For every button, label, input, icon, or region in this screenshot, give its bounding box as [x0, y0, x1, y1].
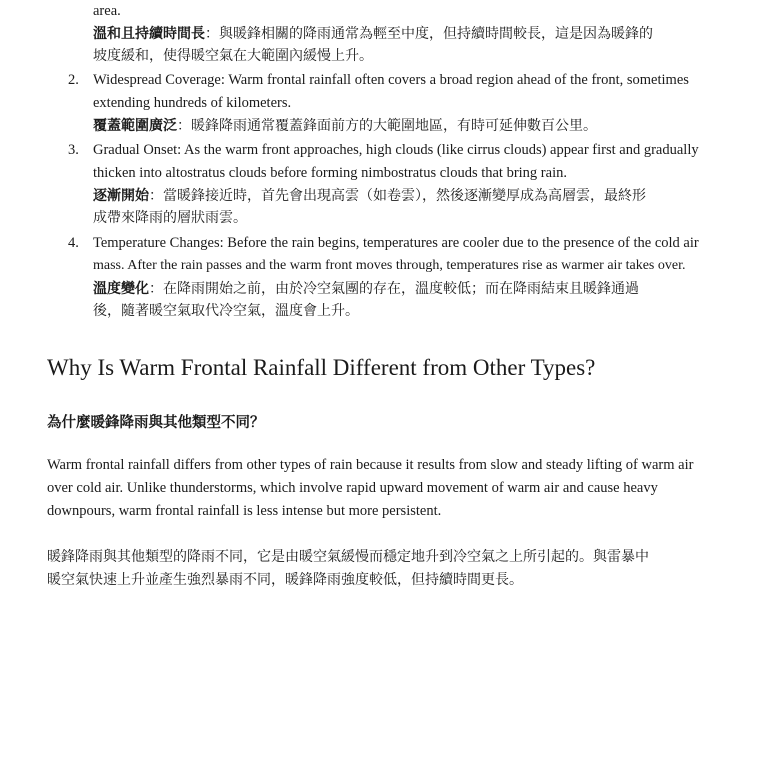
intro-chinese-line-2: 坡度緩和，使得暖空氣在大範圍內緩慢上升。 — [93, 48, 373, 64]
list-item-english-line-2: mass. After the rain passes and the warm front moves through, temperatures rise as warmer air takes over. — [93, 258, 686, 273]
list-item-term: Temperature Changes — [93, 235, 220, 251]
paragraph-english-line: downpours, warm frontal rainfall is less intense but more persistent. — [47, 503, 442, 519]
intro-chinese-term: 溫和且持續時間長 — [93, 26, 205, 42]
list-item-term: Gradual Onset — [93, 142, 178, 158]
list-item-chinese-term: 逐漸開始 — [93, 188, 149, 204]
list-item-chinese-text-1: ：暖鋒降雨通常覆蓋鋒面前方的大範圍地區，有時可延伸數百公里。 — [177, 118, 597, 134]
list-item-number: 3. — [68, 142, 79, 158]
list-item-chinese-term: 溫度變化 — [93, 281, 149, 297]
list-item-number: 2. — [68, 72, 79, 88]
list-item-chinese-line-2: 成帶來降雨的層狀雨雲。 — [93, 210, 247, 226]
intro-english-tail: area. — [93, 3, 121, 19]
list-item-english-text-1: : Before the rain begins, temperatures are cooler due to the presence of the cold air — [219, 235, 699, 251]
list-item-english-line-1 — [93, 233, 699, 253]
section-subheading: 為什麼暖鋒降雨與其他類型不同？ — [47, 415, 265, 431]
list-item-chinese-line-1 — [93, 186, 646, 206]
intro-chinese-text-1: ：與暖鋒相關的降雨通常為輕至中度，但持續時間較長，這是因為暖鋒的 — [205, 26, 653, 42]
list-item-chinese-text-1: ：當暖鋒接近時，首先會出現高雲（如卷雲），然後逐漸變厚成為高層雲，最終形 — [149, 188, 646, 204]
list-item-chinese-term: 覆蓋範圍廣泛 — [93, 118, 177, 134]
section-heading: Why Is Warm Frontal Rainfall Different from Other Types? — [47, 355, 596, 380]
list-item-chinese-text-1: ：在降雨開始之前，由於冷空氣團的存在，溫度較低；而在降雨結束且暖鋒通過 — [149, 281, 639, 297]
paragraph-english-line: Warm frontal rainfall differs from other types of rain because it results from slow and steady lifting of warm air — [47, 457, 694, 473]
list-item-english-line-1 — [93, 70, 689, 90]
list-item-english-text-1: : Warm frontal rainfall often covers a broad region ahead of the front, sometimes — [220, 72, 689, 88]
list-item-english-line-2: extending hundreds of kilometers. — [93, 95, 292, 111]
paragraph-chinese-line: 暖鋒降雨與其他類型的降雨不同，它是由暖空氣緩慢而穩定地升到冷空氣之上所引起的。與雷暴中 — [47, 549, 649, 565]
list-item-number: 4. — [68, 235, 79, 251]
intro-chinese-line-1 — [93, 24, 653, 44]
list-item-chinese-line-1 — [93, 116, 597, 136]
list-item-chinese-line-2: 後，隨著暖空氣取代冷空氣，溫度會上升。 — [93, 303, 359, 319]
paragraph-english-line: over cold air. Unlike thunderstorms, which involve rapid upward movement of warm air and cause heavy — [47, 480, 658, 496]
list-item-english-text-1: : As the warm front approaches, high clouds (like cirrus clouds) appear first and gradually — [177, 142, 699, 158]
list-item-english-line-2: thicken into altostratus clouds before forming nimbostratus clouds that bring rain. — [93, 165, 567, 181]
list-item-chinese-line-1 — [93, 279, 639, 299]
list-item-english-line-1 — [93, 140, 699, 160]
list-item-term: Widespread Coverage — [93, 72, 221, 88]
paragraph-chinese-line: 暖空氣快速上升並產生強烈暴雨不同，暖鋒降雨強度較低，但持續時間更長。 — [47, 572, 523, 588]
